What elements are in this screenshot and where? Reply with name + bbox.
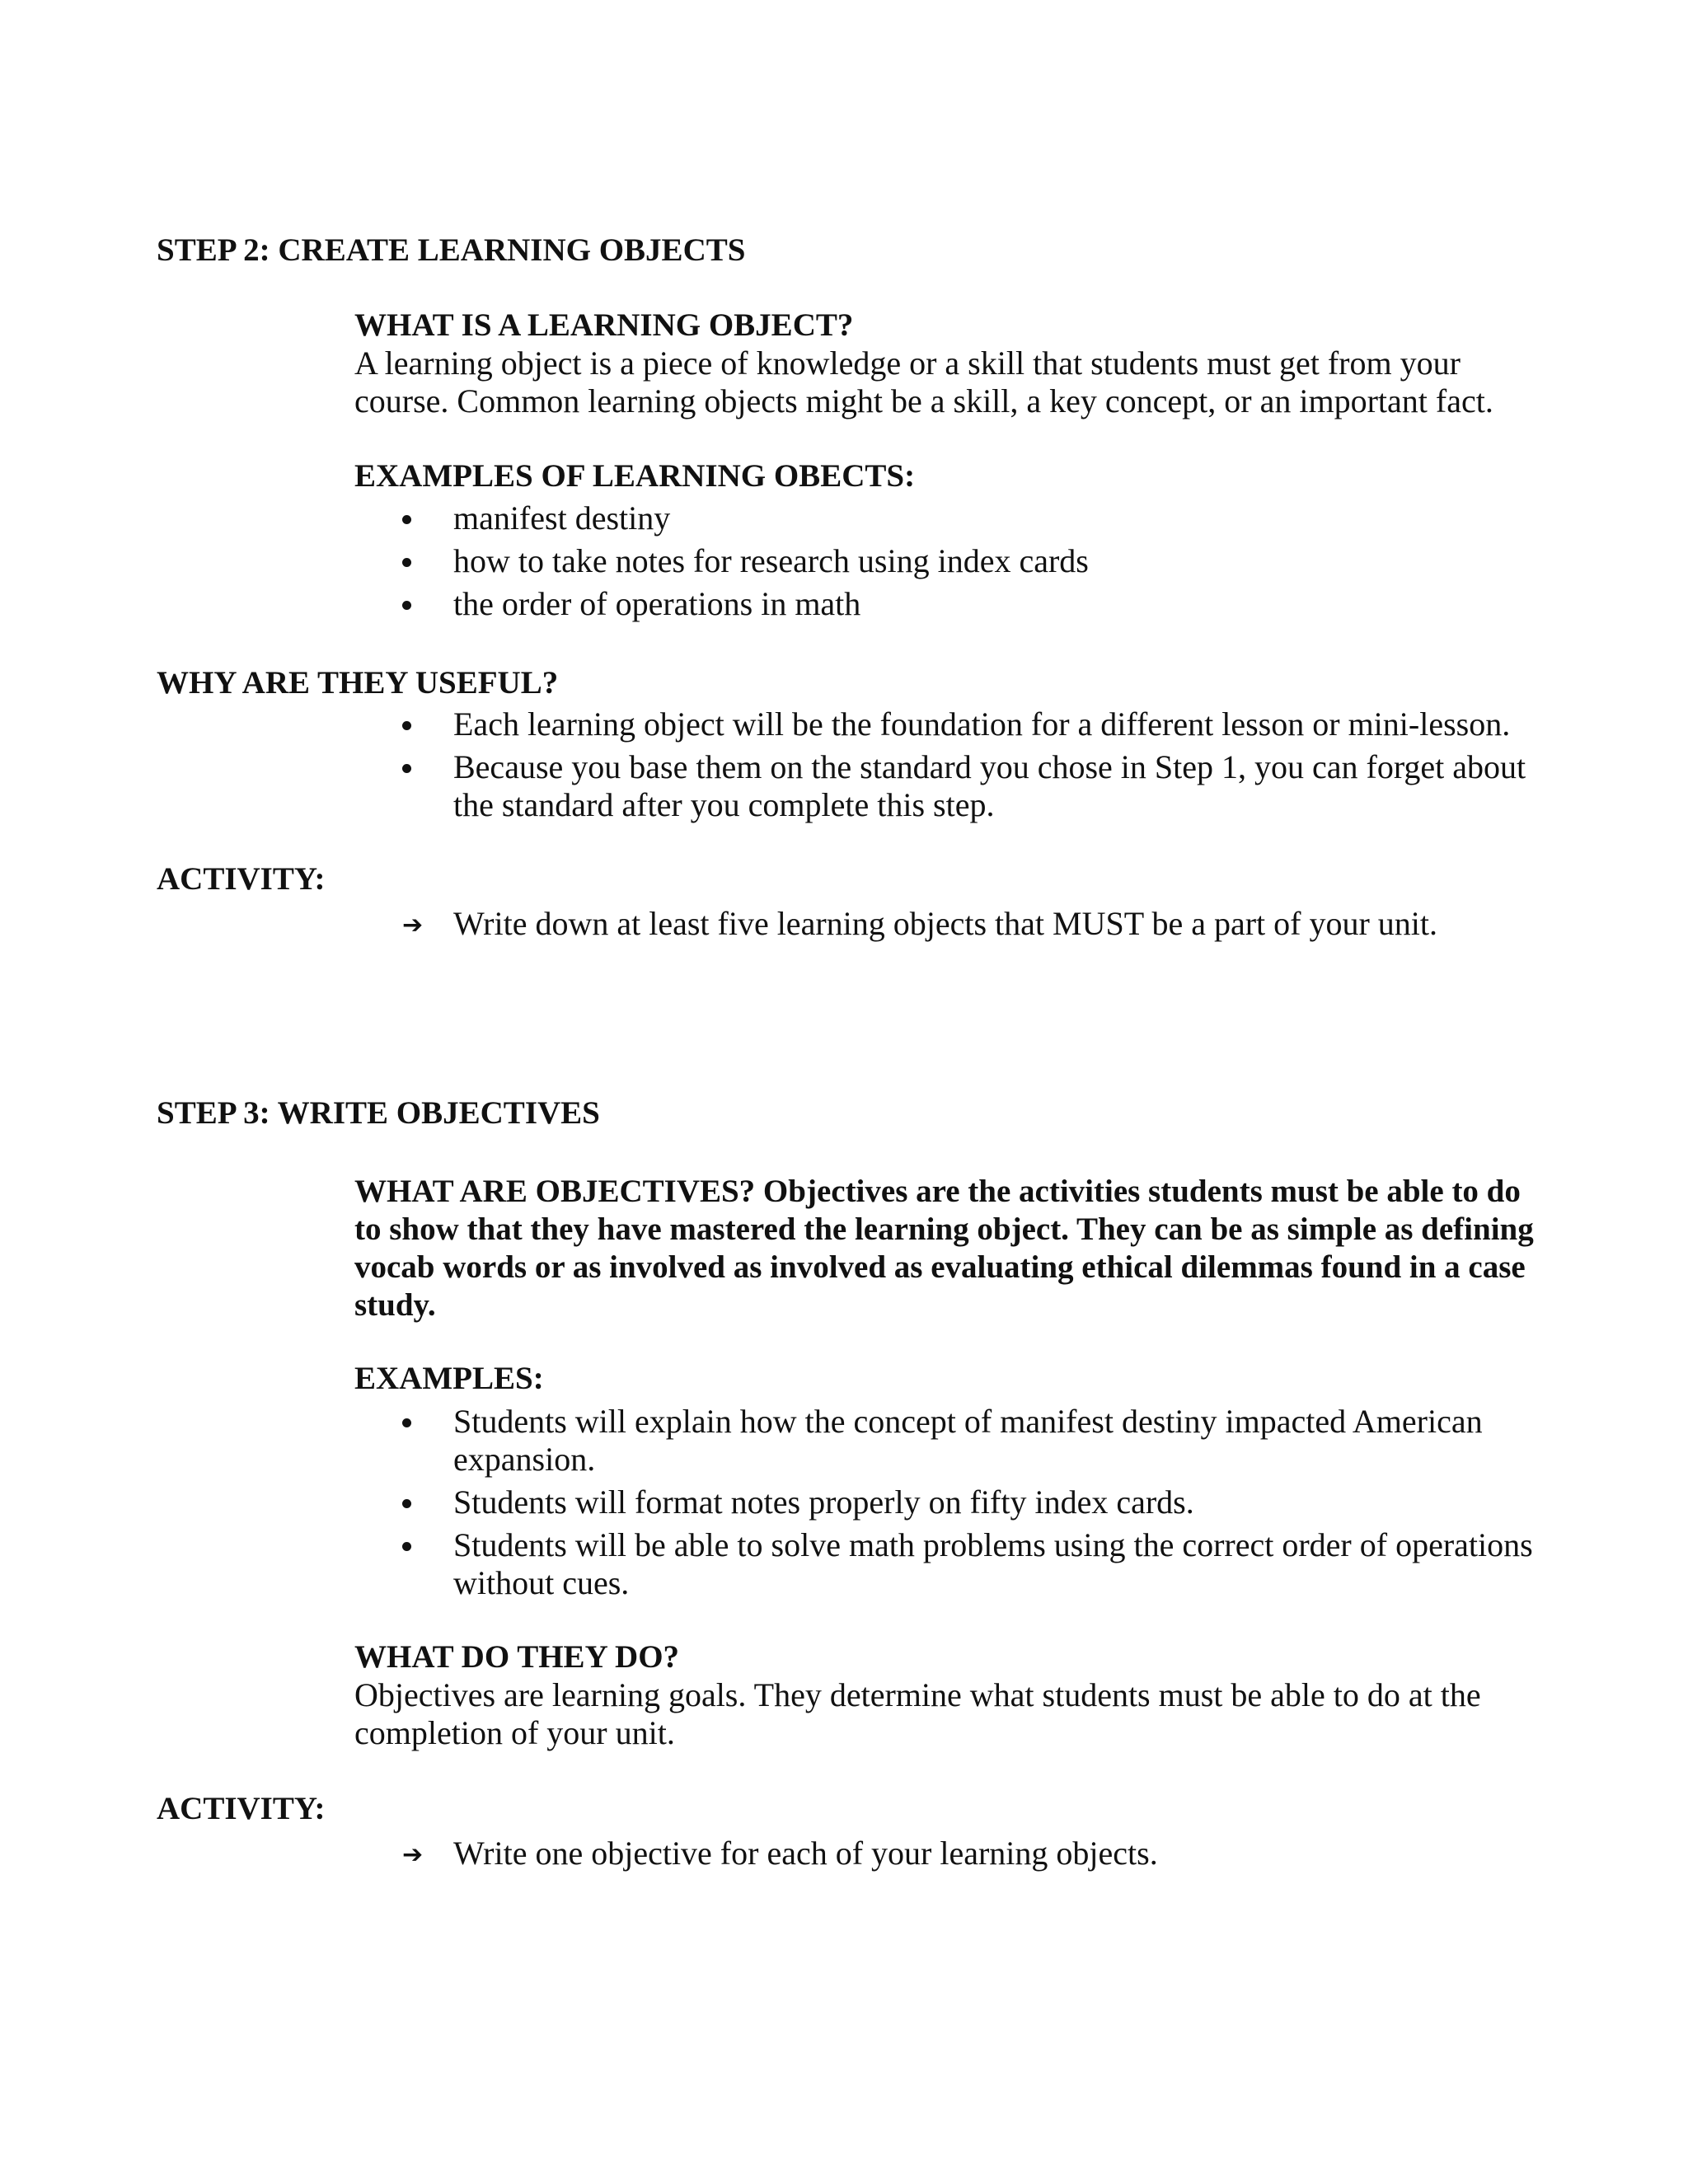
bullet-icon <box>402 558 411 567</box>
step3-examples-heading: EXAMPLES: <box>354 1361 544 1396</box>
arrow-right-icon: ➔ <box>402 1840 424 1869</box>
step2-what-heading: WHAT IS A LEARNING OBJECT? <box>354 307 854 343</box>
list-item: how to take notes for research using index cards <box>0 542 1566 580</box>
list-item: Each learning object will be the foundation for a different lesson or mini-lesson. <box>0 705 1566 743</box>
bullet-icon <box>402 764 411 773</box>
step2-what-text: A learning object is a piece of knowledge or a skill that students must get from your course. Common learning objects might be a skill, a key concept, or an important fact. <box>354 344 1493 419</box>
step3-do-heading: WHAT DO THEY DO? <box>354 1639 680 1675</box>
step2-why-heading: WHY ARE THEY USEFUL? <box>157 665 559 701</box>
step2-activity-item: ➔ Write down at least five learning objects that MUST be a part of your unit. <box>402 905 1437 944</box>
list-item: manifest destiny <box>0 499 1566 537</box>
step2-examples-list <box>0 499 1566 628</box>
bullet-icon <box>402 515 411 524</box>
list-item: the order of operations in math <box>0 585 1566 623</box>
step3-activity-item: ➔ Write one objective for each of your learning objects. <box>402 1835 1158 1874</box>
step2-examples-heading: EXAMPLES OF LEARNING OBECTS: <box>354 458 916 494</box>
list-item: Because you base them on the standard you chose in Step 1, you can forget about the standard after you complete this step. <box>0 748 1566 824</box>
list-item: Students will be able to solve math problems using the correct order of operations without cues. <box>0 1526 1566 1602</box>
bullet-icon <box>402 1542 411 1551</box>
bullet-icon <box>402 1418 411 1427</box>
bullet-icon <box>402 1499 411 1508</box>
list-item: Students will format notes properly on fifty index cards. <box>0 1483 1566 1521</box>
step2-activity-heading: ACTIVITY: <box>157 861 326 897</box>
list-item: Students will explain how the concept of manifest destiny impacted American expansion. <box>0 1403 1566 1479</box>
step2-title: STEP 2: CREATE LEARNING OBJECTS <box>157 232 746 268</box>
arrow-right-icon: ➔ <box>402 911 424 940</box>
step3-title: STEP 3: WRITE OBJECTIVES <box>157 1095 600 1131</box>
bullet-icon <box>402 601 411 610</box>
step3-what-text: WHAT ARE OBJECTIVES? Objectives are the activities students must be able to do to show that they have mastered the learning object. They can be as simple as defining vocab words or as involved as involved as evaluating ethical dilemmas found in a case study. <box>354 1174 1534 1323</box>
step2-why-list <box>0 705 1566 829</box>
step3-activity-heading: ACTIVITY: <box>157 1791 326 1826</box>
bullet-icon <box>402 721 411 730</box>
step3-do-text: Objectives are learning goals. They determine what students must be able to do at the completion of your unit. <box>354 1676 1481 1751</box>
step3-examples-list <box>0 1403 1566 1607</box>
